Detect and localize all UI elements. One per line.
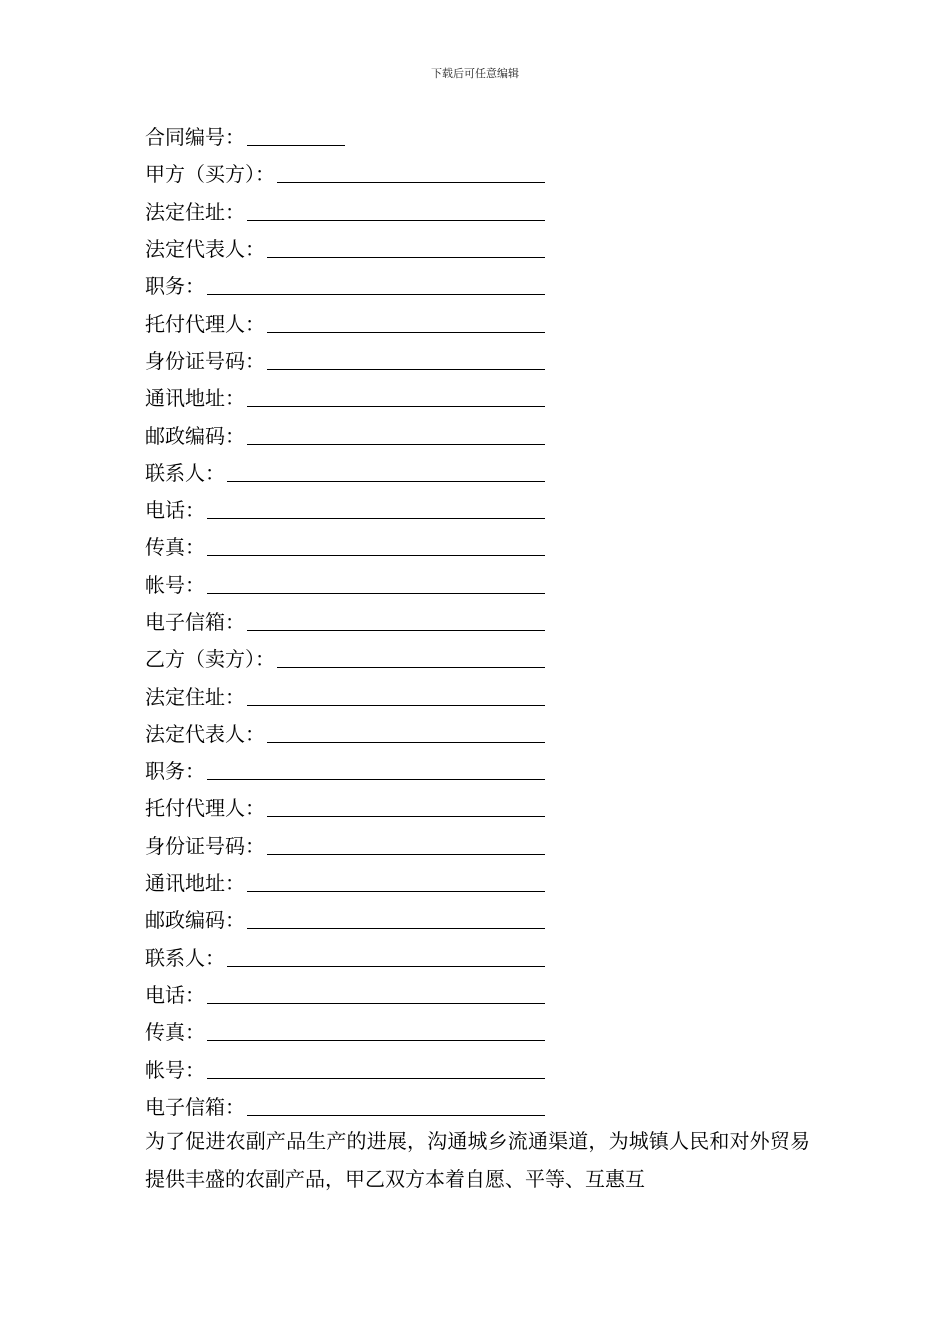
party-b-field-label: 帐号： [145, 1057, 205, 1082]
party-a-field-row [145, 378, 565, 415]
party-a-field-row [145, 490, 565, 527]
party-b-field-label: 电子信箱： [145, 1094, 245, 1119]
party-a-name-blank[interactable] [277, 162, 545, 183]
party-b-field-blank[interactable] [267, 834, 545, 855]
party-a-field-label: 法定住址： [145, 199, 245, 224]
party-a-field-blank[interactable] [267, 312, 545, 333]
contract-number-blank[interactable] [247, 125, 345, 146]
party-b-field-blank[interactable] [227, 946, 545, 967]
party-a-field-row [145, 229, 565, 266]
party-b-field-row [145, 863, 565, 900]
party-b-field-label: 法定代表人： [145, 721, 265, 746]
party-a-field-row [145, 341, 565, 378]
party-a-field-blank[interactable] [247, 610, 545, 631]
party-a-field-label: 联系人： [145, 460, 225, 485]
party-b-heading: 乙方（卖方）： [145, 647, 275, 672]
party-a-field-blank[interactable] [267, 349, 545, 370]
party-b-field-row [145, 788, 565, 825]
party-a-field-blank[interactable] [207, 535, 545, 556]
party-b-field-blank[interactable] [267, 796, 545, 817]
party-a-field-label: 法定代表人： [145, 237, 265, 262]
party-b-field-row [145, 975, 565, 1012]
party-b-field-row [145, 900, 565, 937]
party-a-field-blank[interactable] [267, 237, 545, 258]
party-a-field-row [145, 565, 565, 602]
party-b-field-row [145, 714, 565, 751]
party-a-field-blank[interactable] [247, 200, 545, 221]
party-a-field-label: 身份证号码： [145, 348, 265, 373]
party-b-field-blank[interactable] [247, 908, 545, 929]
party-b-field-blank[interactable] [247, 871, 545, 892]
party-b-field-label: 法定住址： [145, 684, 245, 709]
party-a-field-label: 电子信箱： [145, 610, 245, 634]
party-a-heading: 甲方（买方）： [145, 162, 275, 187]
party-b-field-blank[interactable] [207, 1020, 545, 1041]
party-b-field-row [145, 938, 565, 975]
party-a-field-row [145, 266, 565, 303]
party-a-field-blank[interactable] [247, 386, 545, 407]
party-b-field-row [145, 676, 565, 713]
party-b-name-blank[interactable] [277, 647, 545, 668]
party-b-field-blank[interactable] [207, 1058, 545, 1079]
party-a-field-label: 托付代理人： [145, 311, 265, 336]
party-a-field-label: 传真： [145, 535, 205, 560]
contract-preamble-paragraph: 为了促进农副产品生产的进展，沟通城乡流通渠道，为城镇人民和对外贸易提供丰盛的农副产品，甲乙双方本着自愿、平等、互惠互 [145, 1129, 810, 1191]
party-a-field-row [145, 527, 565, 564]
party-a-field-row [145, 453, 565, 490]
party-a-field-blank[interactable] [207, 498, 545, 519]
party-b-field-blank[interactable] [247, 1095, 545, 1116]
page-header-note: 下载后可任意编辑 [431, 67, 519, 80]
party-b-field-blank[interactable] [247, 685, 545, 706]
party-a-field-row [145, 602, 565, 639]
party-a-field-blank[interactable] [207, 573, 545, 594]
party-a-field-label: 通讯地址： [145, 386, 245, 411]
party-b-field-row [145, 1087, 565, 1124]
party-b-field-label: 电话： [145, 982, 205, 1007]
party-a-field-row [145, 192, 565, 229]
party-b-field-label: 托付代理人： [145, 796, 265, 821]
party-b-field-label: 联系人： [145, 945, 225, 970]
party-b-field-label: 传真： [145, 1020, 205, 1045]
contract-fields [145, 117, 565, 1124]
party-a-field-label: 职务： [145, 274, 205, 299]
party-a-field-label: 电话： [145, 498, 205, 523]
party-a-field-label: 邮政编码： [145, 423, 245, 448]
party-b-field-label: 通讯地址： [145, 871, 245, 896]
party-a-field-blank[interactable] [247, 424, 545, 445]
contract-number-row [145, 117, 565, 154]
party-a-field-blank[interactable] [227, 461, 545, 482]
party-b-field-row [145, 826, 565, 863]
party-b-field-row [145, 751, 565, 788]
party-a-field-label: 帐号： [145, 572, 205, 597]
party-b-field-label: 职务： [145, 759, 205, 784]
party-b-field-label: 邮政编码： [145, 908, 245, 933]
party-b-field-blank[interactable] [267, 722, 545, 743]
party-b-heading-row [145, 639, 565, 676]
contract-number-label: 合同编号： [145, 125, 245, 150]
party-b-field-row [145, 1049, 565, 1086]
party-b-field-row [145, 1012, 565, 1049]
party-a-field-row [145, 303, 565, 340]
party-a-field-row [145, 415, 565, 452]
party-a-heading-row [145, 154, 565, 191]
party-b-field-blank[interactable] [207, 759, 545, 780]
party-b-field-blank[interactable] [207, 983, 545, 1004]
party-b-field-label: 身份证号码： [145, 833, 265, 858]
party-a-field-blank[interactable] [207, 274, 545, 295]
